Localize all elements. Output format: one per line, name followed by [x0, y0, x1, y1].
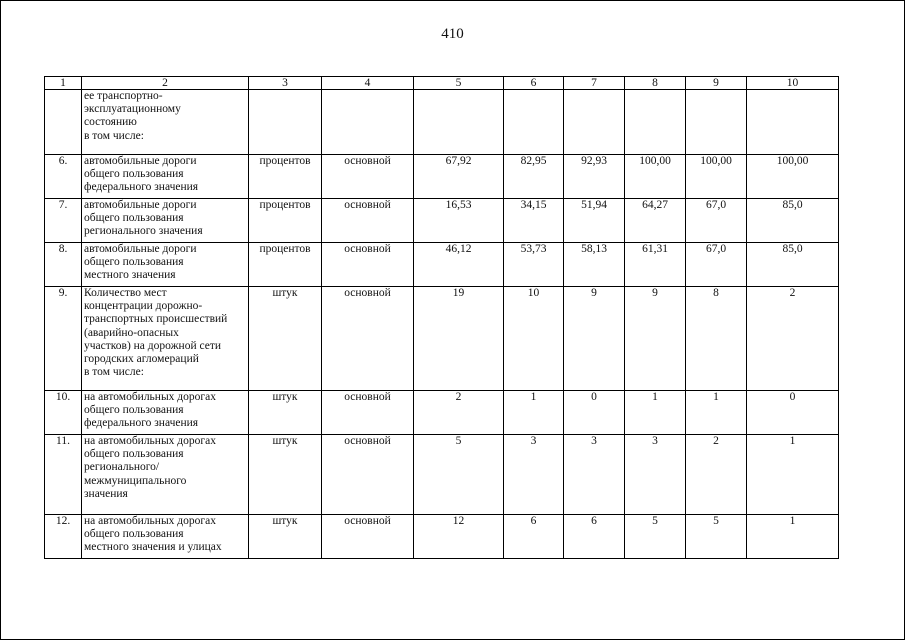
indicator-name-cell: на автомобильных дорогах общего пользования федерального значения [82, 391, 249, 435]
unit-cell: процентов [249, 243, 322, 287]
indicator-type-cell: основной [322, 391, 414, 435]
value-cell: 51,94 [564, 199, 625, 243]
value-cell: 3 [625, 435, 686, 515]
value-cell: 19 [414, 287, 504, 391]
indicator-type-cell: основной [322, 243, 414, 287]
indicator-type-cell: основной [322, 287, 414, 391]
page-number: 410 [441, 26, 464, 42]
row-number-cell: 8. [45, 243, 82, 287]
unit-cell [249, 90, 322, 155]
row-number-cell: 6. [45, 155, 82, 199]
row-number-cell: 11. [45, 435, 82, 515]
value-cell: 5 [625, 515, 686, 559]
value-cell: 53,73 [504, 243, 564, 287]
value-cell [564, 90, 625, 155]
indicator-name-cell: на автомобильных дорогах общего пользования регионального/ межмуниципального значения [82, 435, 249, 515]
value-cell: 10 [504, 287, 564, 391]
table-row [45, 199, 839, 243]
table-row [45, 515, 839, 559]
value-cell: 16,53 [414, 199, 504, 243]
value-cell [504, 90, 564, 155]
unit-cell: штук [249, 515, 322, 559]
indicator-type-cell: основной [322, 199, 414, 243]
value-cell: 46,12 [414, 243, 504, 287]
value-cell: 67,0 [686, 243, 747, 287]
column-header: 10 [747, 77, 839, 90]
value-cell: 64,27 [625, 199, 686, 243]
value-cell: 1 [686, 391, 747, 435]
value-cell: 8 [686, 287, 747, 391]
value-cell [747, 90, 839, 155]
value-cell: 61,31 [625, 243, 686, 287]
indicator-name-cell: автомобильные дороги общего пользования регионального значения [82, 199, 249, 243]
column-header: 4 [322, 77, 414, 90]
column-header: 7 [564, 77, 625, 90]
value-cell: 100,00 [625, 155, 686, 199]
value-cell: 2 [686, 435, 747, 515]
unit-cell: процентов [249, 155, 322, 199]
value-cell: 0 [747, 391, 839, 435]
indicator-type-cell: основной [322, 155, 414, 199]
value-cell: 34,15 [504, 199, 564, 243]
table-row [45, 391, 839, 435]
value-cell: 1 [747, 515, 839, 559]
value-cell: 85,0 [747, 199, 839, 243]
row-number-cell [45, 90, 82, 155]
value-cell: 1 [625, 391, 686, 435]
indicator-name-cell: автомобильные дороги общего пользования федерального значения [82, 155, 249, 199]
value-cell: 92,93 [564, 155, 625, 199]
value-cell: 58,13 [564, 243, 625, 287]
row-number-cell: 9. [45, 287, 82, 391]
indicator-type-cell: основной [322, 515, 414, 559]
value-cell: 1 [747, 435, 839, 515]
column-header: 1 [45, 77, 82, 90]
column-header: 9 [686, 77, 747, 90]
indicator-name-cell: ее транспортно- эксплуатационному состоянию в том числе: [82, 90, 249, 155]
value-cell: 85,0 [747, 243, 839, 287]
value-cell: 0 [564, 391, 625, 435]
table-row [45, 90, 839, 155]
value-cell: 5 [414, 435, 504, 515]
column-header: 6 [504, 77, 564, 90]
indicator-name-cell: автомобильные дороги общего пользования местного значения [82, 243, 249, 287]
table-header-row [45, 77, 839, 90]
indicator-type-cell [322, 90, 414, 155]
table-row [45, 435, 839, 515]
row-number-cell: 10. [45, 391, 82, 435]
row-number-cell: 12. [45, 515, 82, 559]
column-header: 2 [82, 77, 249, 90]
table-row [45, 155, 839, 199]
indicator-name-cell: Количество мест концентрации дорожно- транспортных происшествий (аварийно-опасных участков) на дорожной сети городских агломераций в том числе: [82, 287, 249, 391]
value-cell: 67,0 [686, 199, 747, 243]
value-cell [414, 90, 504, 155]
value-cell: 3 [504, 435, 564, 515]
value-cell: 100,00 [747, 155, 839, 199]
value-cell: 12 [414, 515, 504, 559]
unit-cell: штук [249, 391, 322, 435]
column-header: 5 [414, 77, 504, 90]
value-cell: 3 [564, 435, 625, 515]
value-cell: 1 [504, 391, 564, 435]
table-row [45, 243, 839, 287]
table-row [45, 287, 839, 391]
value-cell: 9 [564, 287, 625, 391]
value-cell: 82,95 [504, 155, 564, 199]
value-cell: 6 [504, 515, 564, 559]
row-number-cell: 7. [45, 199, 82, 243]
indicator-name-cell: на автомобильных дорогах общего пользования местного значения и улицах [82, 515, 249, 559]
value-cell: 5 [686, 515, 747, 559]
unit-cell: штук [249, 435, 322, 515]
indicators-table [44, 76, 839, 559]
value-cell: 2 [414, 391, 504, 435]
value-cell: 67,92 [414, 155, 504, 199]
unit-cell: штук [249, 287, 322, 391]
value-cell: 6 [564, 515, 625, 559]
column-header: 3 [249, 77, 322, 90]
value-cell: 2 [747, 287, 839, 391]
unit-cell: процентов [249, 199, 322, 243]
value-cell [686, 90, 747, 155]
indicator-type-cell: основной [322, 435, 414, 515]
value-cell [625, 90, 686, 155]
column-header: 8 [625, 77, 686, 90]
value-cell: 100,00 [686, 155, 747, 199]
value-cell: 9 [625, 287, 686, 391]
